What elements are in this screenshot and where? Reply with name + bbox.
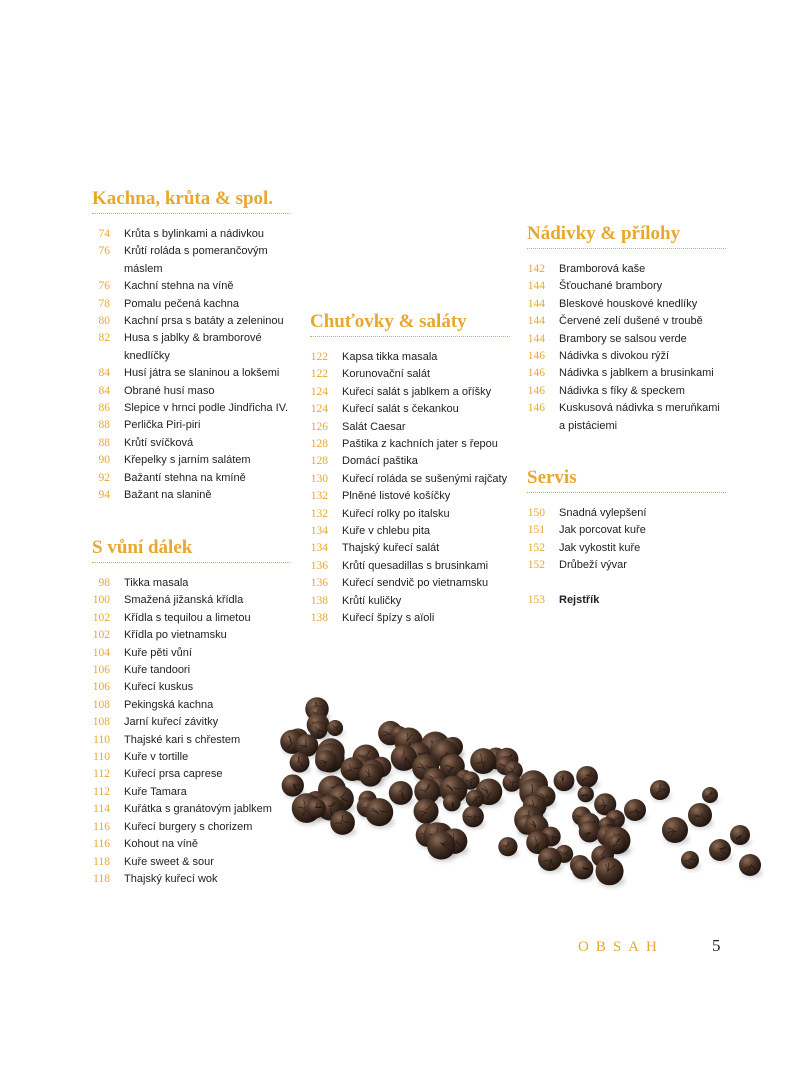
- entry-title: Kachní prsa s batáty a zeleninou: [124, 315, 284, 328]
- entry-title: Slepice v hrnci podle Jindřicha IV.: [124, 402, 289, 415]
- footer-label: OBSAH: [578, 939, 664, 955]
- entry-title: Jak porcovat kuře: [559, 524, 646, 537]
- entry-title: Obrané husí maso: [124, 384, 215, 397]
- page-number: 86: [98, 402, 110, 415]
- page-number: 84: [98, 367, 110, 380]
- toc-entry: [78, 383, 290, 400]
- toc-entry: [78, 749, 290, 766]
- page-number: 110: [93, 733, 110, 746]
- entry-title: Bramborová kaše: [559, 263, 646, 275]
- toc-entry: [296, 506, 510, 523]
- page-number: 110: [93, 751, 110, 764]
- toc-entry: [296, 401, 510, 418]
- toc-entry: [78, 697, 290, 714]
- entry-title: Kuřecí salát s jablkem a oříšky: [342, 385, 492, 398]
- page-number: 104: [92, 646, 110, 659]
- entry-title: Thajský kuřecí salát: [342, 542, 440, 555]
- page-number: 138: [310, 594, 328, 607]
- toc-entry: [78, 801, 290, 818]
- page-number: 88: [98, 436, 110, 449]
- entry-title: Křídla s tequilou a limetou: [124, 611, 251, 624]
- section-kachna: [92, 188, 290, 505]
- toc-entry: [78, 575, 290, 592]
- page-number: 134: [310, 525, 328, 538]
- page-number: 146: [527, 350, 545, 363]
- entry-title: Snadná vylepšení: [559, 507, 647, 519]
- toc-entry: [296, 436, 510, 453]
- toc-entry: [513, 383, 726, 400]
- entry-title: Thajské kari s chřestem: [124, 733, 241, 746]
- toc-entry: [296, 575, 510, 592]
- entry-title: Krůtí svíčková: [124, 436, 194, 449]
- toc-entry: [78, 313, 290, 330]
- toc-entry: [513, 522, 726, 539]
- entry-title: Brambory se salsou verde: [559, 332, 687, 345]
- page-number: 116: [93, 820, 110, 833]
- section-heading: Chuťovky & saláty: [310, 311, 510, 337]
- toc-entry: [78, 714, 290, 731]
- toc-entry: [296, 453, 510, 470]
- entry-title: Drůbeží vývar: [559, 559, 627, 572]
- entry-title: Kuře pěti vůní: [124, 646, 192, 659]
- toc-entry: [296, 593, 510, 610]
- page-number: 150: [527, 507, 545, 519]
- entry-title: Jarní kuřecí závitky: [124, 716, 219, 729]
- section-nadivky: [527, 223, 726, 435]
- toc-entry: [78, 871, 290, 888]
- entry-title: Červené zelí dušené v troubě: [559, 315, 703, 328]
- entry-title: Kuře sweet & sour: [124, 855, 214, 868]
- entry-title: Kapsa tikka masala: [342, 351, 438, 363]
- entry-title: Kohout na víně: [124, 838, 199, 851]
- page-number: 128: [310, 438, 328, 451]
- toc-list: [513, 261, 726, 435]
- page-number: 151: [527, 524, 545, 537]
- toc-entry: [513, 540, 726, 557]
- toc-entry: [78, 854, 290, 871]
- toc-entry: [78, 417, 290, 434]
- page-number: 142: [527, 263, 545, 275]
- entry-title: Kuřecí salát s čekankou: [342, 403, 459, 416]
- toc-entry: [296, 558, 510, 575]
- page-number: 114: [93, 803, 110, 816]
- entry-title: Kuřecí rolky po italsku: [342, 507, 450, 520]
- page-number: 126: [310, 420, 328, 433]
- entry-title: Rejstřík: [559, 593, 600, 606]
- page-number: 88: [98, 419, 110, 432]
- toc-entry: [78, 400, 290, 417]
- page-number: 134: [310, 542, 328, 555]
- toc-entry: [78, 627, 290, 644]
- entry-title: Nádivka s fíky & speckem: [559, 384, 685, 397]
- page-number: 102: [92, 611, 110, 624]
- entry-title: Husí játra se slaninou a lokšemi: [124, 367, 280, 380]
- toc-entry: [296, 540, 510, 557]
- entry-title: Kachní stehna na víně: [124, 280, 234, 293]
- page-number: 132: [310, 490, 328, 503]
- toc-list: [78, 226, 290, 505]
- page-number: 76: [98, 280, 110, 293]
- page-number: 146: [527, 367, 545, 380]
- toc-entry: [78, 819, 290, 836]
- page-number: 108: [92, 716, 110, 729]
- page-number: 118: [93, 855, 110, 868]
- page-number: 106: [92, 664, 110, 677]
- toc-entry-index: [513, 592, 726, 609]
- toc-entry: [78, 296, 290, 313]
- toc-list: [78, 575, 290, 888]
- page-number: 130: [310, 472, 328, 485]
- toc-entry: [513, 365, 726, 382]
- entry-title: Paštika z kachních jater s řepou: [342, 438, 498, 451]
- toc-entry: [78, 470, 290, 487]
- entry-title: Kuřecí sendvič po vietnamsku: [342, 577, 489, 590]
- toc-entry: [78, 487, 290, 504]
- page-number: 112: [93, 785, 110, 798]
- toc-entry: [78, 662, 290, 679]
- page-number: 136: [310, 577, 328, 590]
- entry-title: Korunovační salát: [342, 368, 431, 381]
- entry-title: Nádivka s jablkem a brusinkami: [559, 367, 714, 380]
- page-number: 124: [310, 385, 328, 398]
- toc-entry: [296, 471, 510, 488]
- toc-entry: [296, 366, 510, 383]
- entry-title: Nádivka s divokou rýží: [559, 350, 670, 363]
- entry-title: Kuřecí prsa caprese: [124, 768, 223, 781]
- page-number: 92: [98, 471, 110, 484]
- toc-entry: [513, 400, 726, 435]
- toc-entry: [78, 732, 290, 749]
- toc-entry: [78, 645, 290, 662]
- section-chutovky: [310, 311, 510, 628]
- entry-title: Křídla po vietnamsku: [124, 629, 227, 642]
- toc-entry: [513, 261, 726, 278]
- entry-title: Thajský kuřecí wok: [124, 872, 218, 885]
- page-number: 144: [527, 280, 545, 293]
- toc-entry: [78, 243, 290, 278]
- section-servis: [527, 467, 726, 609]
- toc-entry: [296, 349, 510, 366]
- page-number: 138: [310, 612, 328, 625]
- section-heading: Nádivky & přílohy: [527, 223, 726, 249]
- page-number: 80: [98, 315, 110, 328]
- page-number: 116: [93, 838, 110, 851]
- page-number: 78: [98, 297, 110, 310]
- toc-entry: [513, 313, 726, 330]
- entry-title: Krůtí quesadillas s brusinkami: [342, 559, 489, 572]
- page-number: 122: [310, 351, 328, 363]
- page-number: 153: [527, 593, 545, 606]
- toc-entry: [78, 226, 290, 243]
- entry-title: Šťouchané brambory: [559, 280, 663, 293]
- toc-entry: [78, 435, 290, 452]
- entry-title: Bažant na slanině: [124, 489, 212, 502]
- entry-title: Kuřecí špízy s aïoli: [342, 612, 435, 625]
- section-heading: S vůní dálek: [92, 537, 290, 563]
- page-number: 94: [98, 489, 110, 502]
- toc-list: [296, 349, 510, 628]
- toc-entry: [296, 488, 510, 505]
- toc-entry: [296, 523, 510, 540]
- toc-entry: [78, 679, 290, 696]
- entry-title: Plněné listové košíčky: [342, 490, 451, 503]
- section-heading: Servis: [527, 467, 726, 493]
- entry-title: Kuře v tortille: [124, 751, 189, 764]
- page-number: 90: [98, 454, 110, 467]
- entry-title: Smažená jižanská křídla: [124, 594, 244, 607]
- page-number: 122: [310, 368, 328, 381]
- page-number: 128: [310, 455, 328, 468]
- entry-title: Pomalu pečená kachna: [124, 297, 239, 310]
- toc-entry: [296, 384, 510, 401]
- toc-entry: [78, 278, 290, 295]
- toc-entry: [78, 452, 290, 469]
- page-number: 152: [527, 559, 545, 572]
- entry-title: Krůta s bylinkami a nádivkou: [124, 228, 265, 240]
- entry-title: Kuřecí burgery s chorizem: [124, 820, 253, 833]
- toc-entry: [78, 784, 290, 801]
- toc-entry: [296, 610, 510, 627]
- footer-page-number: 5: [712, 936, 721, 955]
- entry-title: Krůtí roláda s pomerančovým máslem: [124, 245, 268, 275]
- page-number: 82: [98, 332, 110, 345]
- toc-entry: [78, 365, 290, 382]
- section-heading: Kachna, krůta & spol.: [92, 188, 290, 214]
- toc-entry: [78, 592, 290, 609]
- entry-title: Jak vykostit kuře: [559, 541, 641, 554]
- entry-title: Kuřátka s granátovým jablkem: [124, 803, 272, 816]
- page-number: 100: [92, 594, 110, 607]
- page-number: 136: [310, 559, 328, 572]
- page-number: 152: [527, 541, 545, 554]
- page-number: 132: [310, 507, 328, 520]
- page-number: 144: [527, 297, 545, 310]
- toc-entry: [513, 557, 726, 574]
- entry-title: Kuřecí roláda se sušenými rajčaty: [342, 472, 508, 485]
- toc-entry: [513, 505, 726, 522]
- page-number: 124: [310, 403, 328, 416]
- page-number: 144: [527, 315, 545, 328]
- toc-entry: [78, 610, 290, 627]
- section-vune: [92, 537, 290, 888]
- entry-title: Salát Caesar: [342, 420, 406, 433]
- toc-entry: [78, 766, 290, 783]
- entry-title: Bažantí stehna na kmíně: [124, 471, 246, 484]
- page-number: 98: [98, 577, 110, 589]
- entry-title: Kuřecí kuskus: [124, 681, 194, 694]
- entry-title: Kuskusová nádivka s meruňkami a pistáciemi: [559, 402, 720, 432]
- entry-title: Perlička Piri-piri: [124, 419, 201, 432]
- entry-title: Tikka masala: [124, 577, 189, 589]
- toc-entry: [513, 278, 726, 295]
- entry-title: Krůtí kuličky: [342, 594, 402, 607]
- peppercorns-image: [280, 690, 780, 890]
- entry-title: Kuře Tamara: [124, 785, 187, 798]
- page-number: 146: [527, 402, 545, 415]
- toc-entry: [513, 331, 726, 348]
- page-number: 84: [98, 384, 110, 397]
- entry-title: Křepelky s jarním salátem: [124, 454, 251, 467]
- toc-entry: [513, 348, 726, 365]
- toc-list: [513, 505, 726, 575]
- entry-title: Domácí paštika: [342, 455, 418, 468]
- page-number: 74: [98, 228, 110, 240]
- entry-title: Kuře v chlebu pita: [342, 525, 431, 538]
- page-number: 106: [92, 681, 110, 694]
- page-number: 76: [98, 245, 110, 258]
- page-number: 102: [92, 629, 110, 642]
- entry-title: Bleskové houskové knedlíky: [559, 297, 698, 310]
- toc-entry: [296, 419, 510, 436]
- page-number: 118: [93, 872, 110, 885]
- page-number: 108: [92, 698, 110, 711]
- page-number: 144: [527, 332, 545, 345]
- page-number: 112: [93, 768, 110, 781]
- toc-entry: [513, 296, 726, 313]
- entry-title: Pekingská kachna: [124, 698, 214, 711]
- toc-entry: [78, 330, 290, 365]
- entry-title: Kuře tandoori: [124, 664, 191, 677]
- toc-entry: [78, 836, 290, 853]
- entry-title: Husa s jablky & bramborové knedlíčky: [124, 332, 262, 362]
- page-number: 146: [527, 384, 545, 397]
